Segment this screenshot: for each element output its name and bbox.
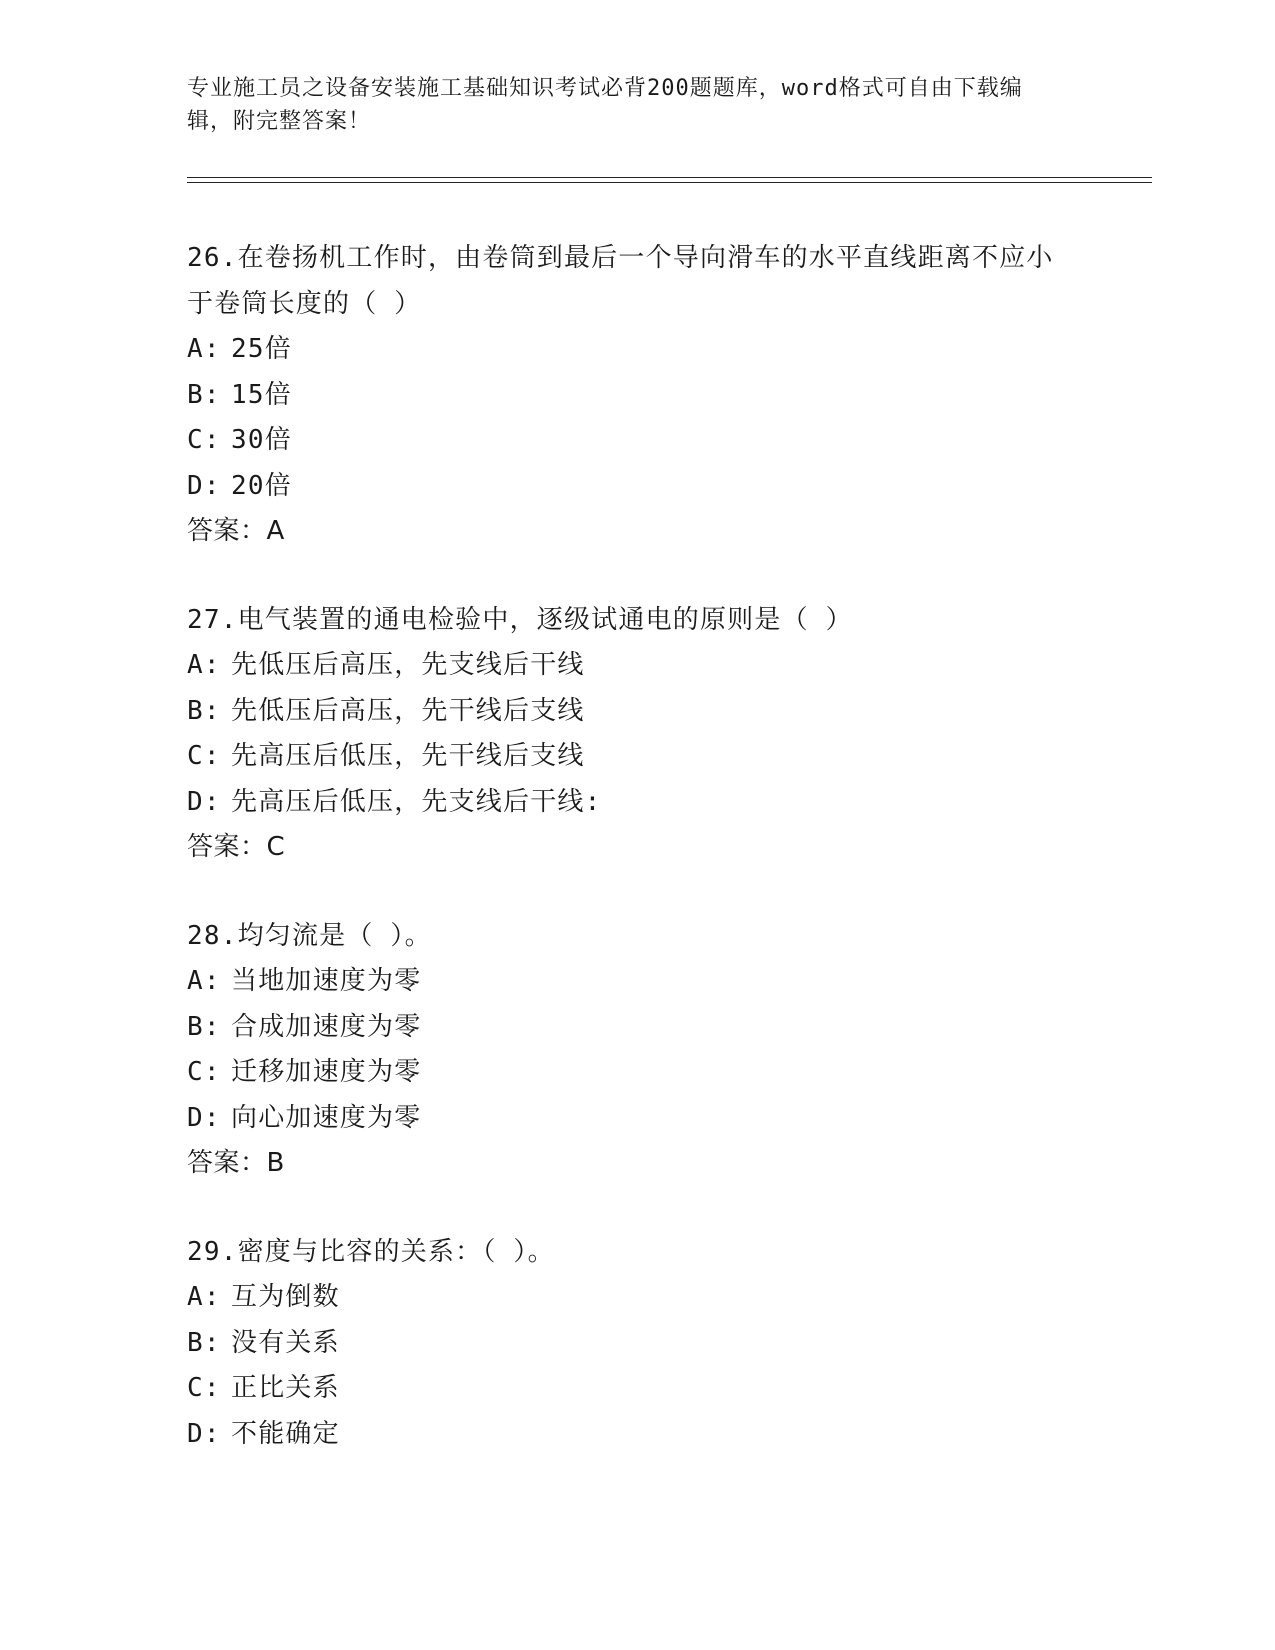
option-text: 先高压后低压，先干线后支线 [231, 741, 585, 771]
option-text: 合成加速度为零 [231, 1011, 422, 1042]
option-d [187, 780, 1087, 826]
question-text: 电气装置的通电检验中，逐级试通电的原则是（ ） [237, 604, 853, 635]
question-stem [187, 236, 1067, 327]
option-text: 15倍 [231, 379, 292, 410]
option-a [187, 1275, 1087, 1321]
question-27 [187, 598, 1087, 871]
option-letter: C: [187, 741, 221, 771]
option-d [187, 464, 1087, 510]
option-a [187, 959, 1087, 1005]
option-letter: A: [187, 334, 221, 364]
option-letter: A: [187, 1282, 221, 1312]
option-b [187, 1321, 1087, 1367]
option-text: 先高压后低压，先支线后干线: [231, 786, 602, 817]
option-c [187, 1366, 1087, 1412]
question-stem [187, 598, 1067, 644]
question-text: 密度与比容的关系：（ ）。 [237, 1236, 555, 1267]
option-letter: B: [187, 1011, 221, 1042]
question-number: 27. [187, 604, 238, 635]
option-letter: C: [187, 1373, 221, 1403]
option-d [187, 1096, 1087, 1142]
question-26 [187, 236, 1087, 555]
option-text: 向心加速度为零 [231, 1102, 422, 1133]
header-divider-top [187, 177, 1152, 178]
option-c [187, 418, 1087, 464]
question-stem [187, 914, 1067, 960]
option-text: 25倍 [231, 334, 292, 364]
option-letter: D: [187, 786, 221, 817]
document-header: 专业施工员之设备安装施工基础知识考试必背200题题库，word格式可自由下载编辑，附完整答案！ [187, 76, 1023, 134]
option-letter: B: [187, 1327, 221, 1358]
option-b [187, 1005, 1087, 1051]
option-b [187, 373, 1087, 419]
question-number: 28. [187, 920, 238, 951]
question-text: 在卷扬机工作时，由卷筒到最后一个导向滑车的水平直线距离不应小于卷筒长度的（ ） [187, 243, 1054, 319]
option-text: 互为倒数 [231, 1282, 340, 1312]
option-text: 先低压后高压，先支线后干线 [231, 650, 585, 680]
option-text: 迁移加速度为零 [231, 1057, 422, 1087]
option-letter: A: [187, 966, 221, 996]
option-b [187, 689, 1087, 735]
question-text: 均匀流是（ ）。 [237, 920, 432, 951]
question-list [187, 236, 1087, 1500]
option-letter: D: [187, 470, 221, 501]
question-number: 29. [187, 1236, 238, 1267]
option-c [187, 1050, 1087, 1096]
option-text: 30倍 [231, 425, 292, 455]
option-text: 当地加速度为零 [231, 966, 422, 996]
option-text: 先低压后高压，先干线后支线 [231, 695, 585, 726]
question-stem [187, 1230, 1067, 1276]
answer-line: 答案：C [187, 832, 286, 862]
option-a [187, 327, 1087, 373]
option-letter: A: [187, 650, 221, 680]
option-text: 没有关系 [231, 1327, 340, 1358]
option-a [187, 643, 1087, 689]
option-letter: C: [187, 1057, 221, 1087]
answer-line: 答案：B [187, 1148, 285, 1178]
question-28 [187, 914, 1087, 1187]
option-letter: D: [187, 1418, 221, 1449]
option-d [187, 1412, 1087, 1458]
question-number: 26. [187, 243, 238, 273]
option-text: 不能确定 [231, 1418, 340, 1449]
header-divider-bottom [187, 182, 1152, 183]
option-letter: D: [187, 1102, 221, 1133]
option-text: 正比关系 [231, 1373, 340, 1403]
option-letter: C: [187, 425, 221, 455]
option-letter: B: [187, 695, 221, 726]
question-29 [187, 1230, 1087, 1458]
option-letter: B: [187, 379, 221, 410]
option-text: 20倍 [231, 470, 292, 501]
option-c [187, 734, 1087, 780]
answer-line: 答案：A [187, 516, 285, 546]
